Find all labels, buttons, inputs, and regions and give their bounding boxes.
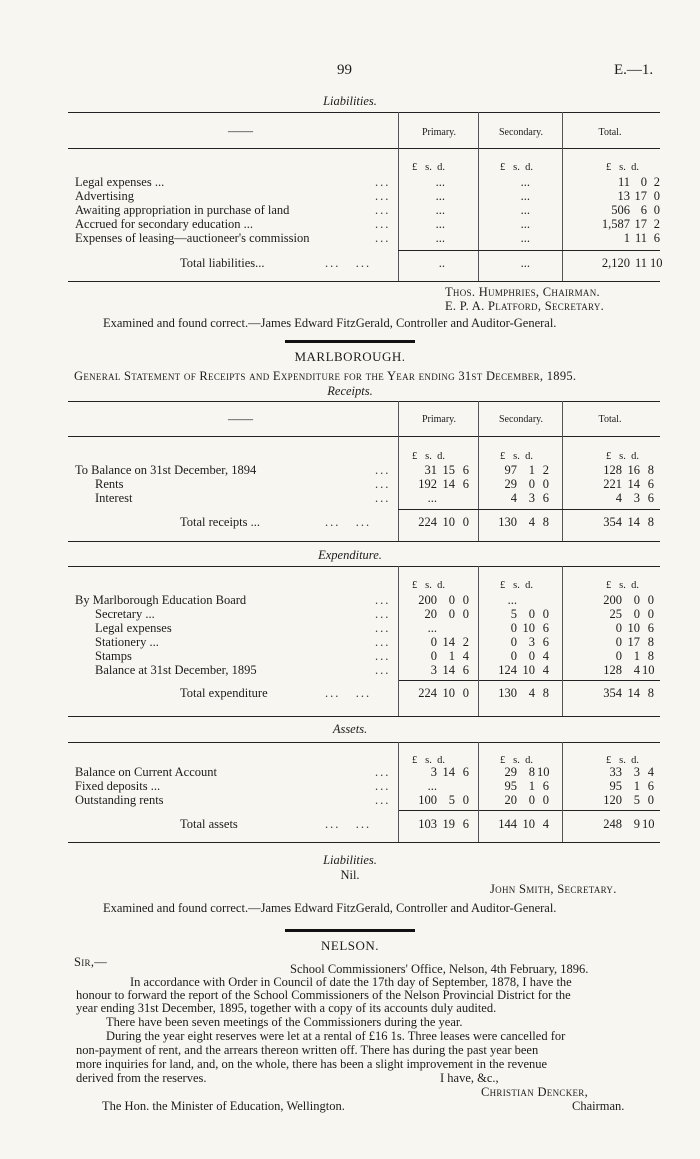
secondary-shillings: 1 [528,463,535,477]
secondary-pence: 0 [542,607,549,621]
secondary-shillings: 10 [522,621,535,635]
examined-note: Examined and found correct.—James Edward FitzGerald, Controller and Auditor-General. [103,316,557,330]
table-bottom-rule [68,842,660,843]
secondary-pence: 6 [542,491,549,505]
secondary-pounds: 97 [504,463,517,477]
secondary-pence: 4 [542,649,549,663]
paragraph-line: During the year eight reserves were let at a rental of £16 1s. Three leases were cancelled for [106,1029,566,1043]
secondary-shillings: 0 [528,477,535,491]
primary-cell: .. [438,256,445,270]
row-label: By Marlborough Education Board [75,593,247,607]
table-rule [68,541,660,542]
currency-units: £ s. d. [412,755,445,766]
total-pence: 10 [642,663,655,677]
total-pounds: 120 [603,793,622,807]
currency-units: £ s. d. [412,580,445,591]
primary-cell: ... [435,189,445,203]
row-label: Legal expenses [95,621,172,635]
col-total: Total. [598,414,622,425]
col-divider [398,566,399,716]
leader-dots: ... [375,491,391,505]
table-top-rule [68,112,660,113]
primary-pence: 0 [462,607,469,621]
secondary-pounds: 0 [510,635,517,649]
row-label: Total assets [180,817,238,831]
total-pounds: 33 [609,765,622,779]
primary-pence: 0 [462,593,469,607]
primary-pence: 6 [462,463,469,477]
total-shillings: 14 [627,515,640,529]
col-secondary: Secondary. [498,127,544,138]
secondary-pounds: 144 [498,817,517,831]
total-pence: 8 [647,635,654,649]
table-rule [68,566,660,567]
signer-name: Christian Dencker, [481,1085,589,1099]
total-pounds: 248 [603,817,622,831]
table-row [75,203,660,217]
total-pounds: 11 [617,175,630,189]
total-pounds: 25 [609,607,622,621]
table-row [75,477,660,491]
primary-pence: 2 [462,635,469,649]
total-shillings: 14 [627,477,640,491]
primary-pounds: 0 [430,649,437,663]
secondary-pence: 0 [542,477,549,491]
total-pounds: 506 [611,203,630,217]
total-pence: 6 [647,491,654,505]
total-pence: 4 [647,765,654,779]
total-pence: 2 [653,175,660,189]
total-pounds: 200 [603,593,622,607]
secondary-pounds: 0 [510,649,517,663]
total-shillings: 3 [633,765,640,779]
total-pounds: 1,587 [601,217,630,231]
table-row [75,607,660,621]
total-shillings: 0 [633,607,640,621]
leader-dots: ... [375,217,391,231]
total-pounds: 13 [617,189,630,203]
leader-dots: ... [375,231,391,245]
header-rule [68,436,660,437]
primary-pounds: 100 [418,793,437,807]
leader-dots: ... [375,203,391,217]
total-pence: 8 [647,686,654,700]
dash-stub: —— [228,412,253,426]
leader-dots: ... [375,793,391,807]
row-label: Stamps [95,649,132,663]
total-pence: 0 [647,593,654,607]
total-row [75,817,660,831]
total-pence: 0 [653,189,660,203]
subtotal-rule [398,250,660,251]
salutation: Sir,— [74,955,108,969]
liabilities-caption-2: Liabilities. [323,853,377,867]
leader-dots: ... [375,635,391,649]
primary-pence: 6 [462,765,469,779]
total-pounds: 0 [615,649,622,663]
signature-secretary: John Smith, Secretary. [490,882,617,896]
total-shillings: 17 [634,217,647,231]
secondary-shillings: 10 [522,663,535,677]
total-pence: 6 [647,621,654,635]
row-label: Total expenditure [180,686,268,700]
secondary-pence: 6 [542,779,549,793]
total-shillings: 10 [627,621,640,635]
row-label: Total liabilities... [180,256,265,270]
primary-cell: ... [435,231,445,245]
secondary-shillings: 0 [528,649,535,663]
primary-pence: 6 [462,477,469,491]
total-shillings: 16 [627,463,640,477]
primary-pounds: 224 [418,515,437,529]
secondary-cell: ... [520,189,530,203]
table-row [75,663,660,677]
col-secondary: Secondary. [498,414,544,425]
total-pence: 6 [653,231,660,245]
primary-shillings: 0 [448,593,455,607]
total-shillings: 17 [634,189,647,203]
secondary-pounds: 20 [504,793,517,807]
secondary-pounds: ... [507,593,517,607]
total-row [75,686,660,700]
primary-shillings: 14 [442,635,455,649]
table-row [75,189,660,203]
currency-units: £ s. d. [606,162,639,173]
row-label: Stationery ... [95,635,159,649]
total-pounds: 2,120 [601,256,630,270]
primary-shillings: 10 [442,515,455,529]
primary-pounds: 224 [418,686,437,700]
primary-cell: ... [435,217,445,231]
table-row [75,463,660,477]
total-pounds: 0 [615,635,622,649]
row-label: Balance at 31st December, 1895 [95,663,257,677]
primary-pounds: ... [427,621,437,635]
col-primary: Primary. [421,127,457,138]
leader-dots: ... [375,175,391,189]
total-row [75,256,663,270]
primary-shillings: 14 [442,663,455,677]
col-divider [398,742,399,842]
currency-units: £ s. d. [606,755,639,766]
total-pence: 10 [642,817,655,831]
primary-shillings: 15 [442,463,455,477]
row-label: To Balance on 31st December, 1894 [75,463,257,477]
row-label: Accrued for secondary education ... [75,217,254,231]
currency-units: £ s. d. [500,755,533,766]
primary-pounds: ... [427,779,437,793]
col-total: Total. [598,127,622,138]
secondary-pence: 4 [542,663,549,677]
leader-dots: ... [375,621,391,635]
secondary-shillings: 3 [528,491,535,505]
primary-pence: 0 [462,686,469,700]
total-shillings: 14 [627,686,640,700]
primary-pence: 6 [462,817,469,831]
total-pence: 8 [647,649,654,663]
table-rule [68,716,660,717]
section-title: MARLBOROUGH. [294,349,406,364]
row-label: Balance on Current Account [75,765,217,779]
total-shillings: 1 [633,779,640,793]
paragraph-line: year ending 31st December, 1895, together with a copy of its accounts duly audited. [76,1001,497,1015]
primary-shillings: 1 [448,649,455,663]
total-shillings: 0 [640,175,647,189]
leader-dots: ... ... [325,686,372,700]
secondary-cell: ... [520,175,530,189]
table-row [75,635,660,649]
secondary-pounds: 124 [498,663,517,677]
secondary-shillings: 8 [528,765,535,779]
table-top-rule [68,401,660,402]
currency-units: £ s. d. [500,580,533,591]
col-divider [562,566,563,716]
statement-title: General Statement of Receipts and Expenditure for the Year ending 31st December, 1895. [74,369,577,383]
table-row [75,779,660,793]
leader-dots: ... [375,765,391,779]
col-primary: Primary. [421,414,457,425]
secondary-pounds: 4 [510,491,517,505]
table-row [75,491,660,505]
primary-cell: ... [435,203,445,217]
row-label: Rents [95,477,124,491]
currency-units: £ s. d. [606,451,639,462]
table-bottom-rule [68,281,660,282]
table-row [75,175,660,189]
primary-shillings: 5 [448,793,455,807]
secondary-pence: 8 [542,515,549,529]
total-shillings: 17 [627,635,640,649]
secondary-pence: 6 [542,635,549,649]
primary-pence: 6 [462,663,469,677]
secondary-pounds: 95 [504,779,517,793]
secondary-pence: 10 [537,765,550,779]
secondary-shillings: 1 [528,779,535,793]
total-pence: 0 [647,607,654,621]
secondary-pounds: 130 [498,515,517,529]
secondary-cell: ... [520,217,530,231]
col-divider [478,566,479,716]
paragraph-line: derived from the reserves. [76,1071,207,1085]
table-row [75,621,660,635]
total-pence: 8 [647,515,654,529]
row-label: Interest [95,491,133,505]
leader-dots: ... ... [325,256,372,270]
total-pounds: 4 [615,491,622,505]
signature-chairman: Thos. Humphries, Chairman. [445,285,600,299]
paragraph-line: In accordance with Order in Council of date the 17th day of September, 1878, I have the [130,975,572,989]
paragraph-line: more inquiries for land, and, on the whole, there has been a slight improvement in the revenue [76,1057,548,1071]
secondary-pence: 0 [542,793,549,807]
total-pence: 6 [647,779,654,793]
secondary-pounds: 29 [504,477,517,491]
total-shillings: 1 [633,649,640,663]
secondary-shillings: 0 [528,793,535,807]
leader-dots: ... [375,189,391,203]
primary-pounds: 192 [418,477,437,491]
table-row [75,593,660,607]
primary-pounds: 103 [418,817,437,831]
paragraph-line: There have been seven meetings of the Commissioners during the year. [106,1015,463,1029]
total-pence: 6 [647,477,654,491]
currency-units: £ s. d. [412,451,445,462]
primary-pounds: 0 [430,635,437,649]
signature-secretary: E. P. A. Platford, Secretary. [445,299,605,313]
table-row [75,765,660,779]
secondary-pounds: 130 [498,686,517,700]
primary-pence: 4 [462,649,469,663]
secondary-cell: ... [520,231,530,245]
liabilities-caption: Liabilities. [323,94,377,108]
secondary-shillings: 3 [528,635,535,649]
primary-pounds: ... [427,491,437,505]
paragraph-line: honour to forward the report of the School Commissioners of the Nelson Provincial District for the [76,988,571,1002]
row-label: Fixed deposits ... [75,779,161,793]
header-rule [68,148,660,149]
primary-pounds: 3 [430,765,437,779]
secondary-shillings: 4 [528,515,535,529]
primary-shillings: 14 [442,765,455,779]
col-divider [478,742,479,842]
section-divider [285,929,415,932]
total-pounds: 128 [603,663,622,677]
leader-dots: ... [375,477,391,491]
table-row [75,793,660,807]
col-divider [562,742,563,842]
row-label: Awaiting appropriation in purchase of land [75,203,290,217]
section-divider [285,340,415,343]
primary-shillings: 0 [448,607,455,621]
primary-cell: ... [435,175,445,189]
total-shillings: 0 [633,593,640,607]
secondary-pounds: 5 [510,607,517,621]
assets-caption: Assets. [332,722,368,736]
primary-pence: 0 [462,793,469,807]
letter-address: School Commissioners' Office, Nelson, 4th February, 1896. [290,962,589,976]
total-shillings: 6 [640,203,647,217]
leader-dots: ... ... [325,817,372,831]
table-row [75,649,660,663]
total-shillings: 11 [634,256,647,270]
secondary-shillings: 4 [528,686,535,700]
section-title: NELSON. [320,938,380,953]
row-label: Expenses of leasing—auctioneer's commission [75,231,310,245]
secondary-cell: ... [520,256,530,270]
leader-dots: ... [375,463,391,477]
secondary-shillings: 10 [522,817,535,831]
secondary-shillings: 0 [528,607,535,621]
total-pounds: 0 [615,621,622,635]
total-pence: 0 [647,793,654,807]
primary-shillings: 19 [442,817,455,831]
total-pence: 0 [653,203,660,217]
subtotal-rule [398,680,660,681]
primary-pounds: 200 [418,593,437,607]
total-row [75,515,660,529]
total-shillings: 11 [634,231,647,245]
total-pounds: 95 [609,779,622,793]
leader-dots: ... [375,649,391,663]
total-pence: 2 [653,217,660,231]
table-row [75,217,660,231]
dash-stub: —— [228,124,253,138]
leader-dots: ... [375,607,391,621]
table-row [75,231,660,245]
total-shillings: 5 [633,793,640,807]
leader-dots: ... [375,663,391,677]
table-rule [68,742,660,743]
primary-pounds: 31 [424,463,437,477]
closing: I have, &c., [440,1071,499,1085]
secondary-pence: 8 [542,686,549,700]
secondary-pence: 2 [542,463,549,477]
expenditure-caption: Expenditure. [318,548,382,562]
row-label: Outstanding rents [75,793,164,807]
liabilities-nil: Nil. [340,868,360,882]
leader-dots: ... ... [325,515,372,529]
total-pence: 8 [647,463,654,477]
primary-pounds: 3 [430,663,437,677]
secondary-pounds: 0 [510,621,517,635]
row-label: Total receipts ... [180,515,260,529]
secondary-pence: 4 [542,817,549,831]
primary-pence: 0 [462,515,469,529]
currency-units: £ s. d. [500,162,533,173]
primary-shillings: 10 [442,686,455,700]
total-shillings: 4 [633,663,640,677]
subtotal-rule [398,509,660,510]
examined-note: Examined and found correct.—James Edward FitzGerald, Controller and Auditor-General. [103,901,557,915]
total-shillings: 3 [633,491,640,505]
primary-pounds: 20 [424,607,437,621]
total-pounds: 354 [603,515,622,529]
total-pounds: 128 [603,463,622,477]
row-label: Advertising [75,189,135,203]
report-reference: E.—1. [614,62,654,78]
leader-dots: ... [375,593,391,607]
receipts-caption: Receipts. [327,384,373,398]
currency-units: £ s. d. [500,451,533,462]
signer-title: Chairman. [572,1099,625,1113]
secondary-pounds: 29 [504,765,517,779]
row-label: Legal expenses ... [75,175,165,189]
currency-units: £ s. d. [412,162,445,173]
paragraph-line: non-payment of rent, and the arrears thereon written off. There has during the past year been [76,1043,539,1057]
subtotal-rule [398,810,660,811]
page-number: 99 [337,62,352,78]
addressee: The Hon. the Minister of Education, Wellington. [102,1099,345,1113]
total-pence: 10 [650,256,663,270]
row-label: Secretary ... [95,607,155,621]
currency-units: £ s. d. [606,580,639,591]
secondary-cell: ... [520,203,530,217]
primary-shillings: 14 [442,477,455,491]
total-pounds: 354 [603,686,622,700]
leader-dots: ... [375,779,391,793]
total-shillings: 9 [633,817,640,831]
total-pounds: 1 [623,231,630,245]
total-pounds: 221 [603,477,622,491]
secondary-pence: 6 [542,621,549,635]
